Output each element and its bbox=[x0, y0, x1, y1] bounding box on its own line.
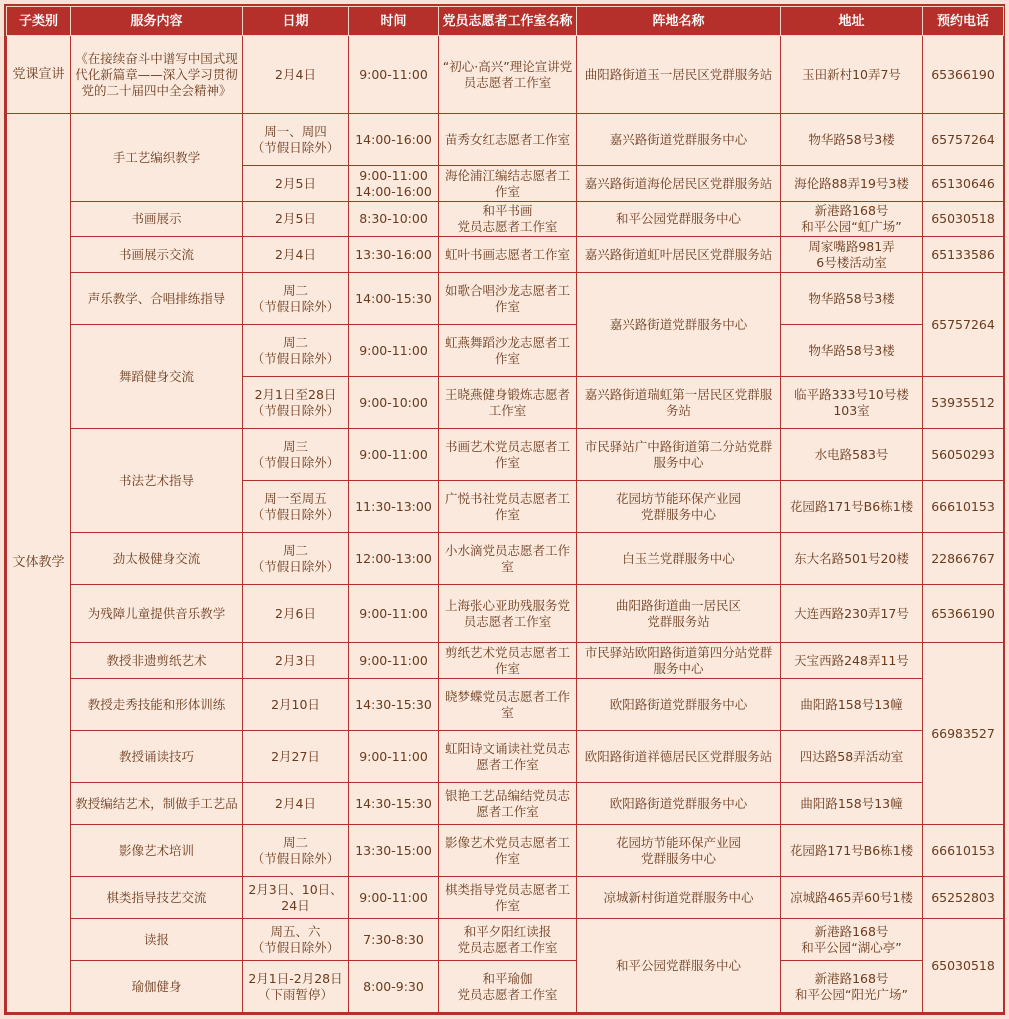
venue-cell: 曲阳路街道曲一居民区 党群服务站 bbox=[577, 585, 781, 643]
time-cell: 9:00-11:00 14:00-16:00 bbox=[349, 166, 439, 202]
service-content-cell: 为残障儿童提供音乐教学 bbox=[71, 585, 243, 643]
service-content-cell: 教授诵读技巧 bbox=[71, 731, 243, 783]
address-cell: 曲阳路158号13幢 bbox=[781, 679, 923, 731]
studio-cell: 和平瑜伽 党员志愿者工作室 bbox=[439, 961, 577, 1013]
date-cell: 周一至周五 （节假日除外） bbox=[243, 481, 349, 533]
studio-cell: 小水滴党员志愿者工作室 bbox=[439, 533, 577, 585]
service-content-cell: 棋类指导技艺交流 bbox=[71, 877, 243, 919]
time-cell: 9:00-11:00 bbox=[349, 877, 439, 919]
time-cell: 14:00-15:30 bbox=[349, 273, 439, 325]
venue-cell: 花园坊节能环保产业园 党群服务中心 bbox=[577, 481, 781, 533]
venue-cell: 嘉兴路街道虹叶居民区党群服务站 bbox=[577, 237, 781, 273]
phone-cell: 65130646 bbox=[923, 166, 1004, 202]
venue-cell: 市民驿站欧阳路街道第四分站党群服务中心 bbox=[577, 643, 781, 679]
date-cell: 2月4日 bbox=[243, 36, 349, 114]
time-cell: 9:00-11:00 bbox=[349, 325, 439, 377]
studio-cell: 上海张心亚助残服务党员志愿者工作室 bbox=[439, 585, 577, 643]
date-cell: 2月27日 bbox=[243, 731, 349, 783]
address-cell: 凉城路465弄60号1楼 bbox=[781, 877, 923, 919]
time-cell: 9:00-11:00 bbox=[349, 429, 439, 481]
table-row bbox=[7, 731, 1004, 783]
venue-cell: 欧阳路街道祥德居民区党群服务站 bbox=[577, 731, 781, 783]
header-row bbox=[7, 7, 1004, 36]
address-cell: 花园路171号B6栋1楼 bbox=[781, 481, 923, 533]
studio-cell: 广悦书社党员志愿者工作室 bbox=[439, 481, 577, 533]
header-time: 时间 bbox=[349, 7, 439, 36]
venue-cell: 嘉兴路街道瑞虹第一居民区党群服务站 bbox=[577, 377, 781, 429]
service-content-cell: 影像艺术培训 bbox=[71, 825, 243, 877]
address-cell: 新港路168号 和平公园“阳光广场” bbox=[781, 961, 923, 1013]
address-cell: 大连西路230弄17号 bbox=[781, 585, 923, 643]
table-row bbox=[7, 919, 1004, 961]
venue-cell: 白玉兰党群服务中心 bbox=[577, 533, 781, 585]
date-cell: 周一、周四 （节假日除外） bbox=[243, 114, 349, 166]
table-row bbox=[7, 114, 1004, 166]
studio-cell: 王晓燕健身锻炼志愿者工作室 bbox=[439, 377, 577, 429]
date-cell: 2月5日 bbox=[243, 202, 349, 237]
date-cell: 2月3日 bbox=[243, 643, 349, 679]
address-cell: 曲阳路158号13幢 bbox=[781, 783, 923, 825]
venue-cell: 欧阳路街道党群服务中心 bbox=[577, 783, 781, 825]
studio-cell: 影像艺术党员志愿者工作室 bbox=[439, 825, 577, 877]
studio-cell: 银艳工艺品编结党员志愿者工作室 bbox=[439, 783, 577, 825]
address-cell: 水电路583号 bbox=[781, 429, 923, 481]
address-cell: 海伦路88弄19号3楼 bbox=[781, 166, 923, 202]
address-cell: 物华路58号3楼 bbox=[781, 114, 923, 166]
phone-cell: 65030518 bbox=[923, 202, 1004, 237]
date-cell: 周三 （节假日除外） bbox=[243, 429, 349, 481]
service-content-cell: 劲太极健身交流 bbox=[71, 533, 243, 585]
venue-cell: 嘉兴路街道党群服务中心 bbox=[577, 114, 781, 166]
table-row bbox=[7, 325, 1004, 377]
time-cell: 7:30-8:30 bbox=[349, 919, 439, 961]
date-cell: 2月1日-2月28日 （下雨暂停） bbox=[243, 961, 349, 1013]
table-row bbox=[7, 825, 1004, 877]
date-cell: 周二 （节假日除外） bbox=[243, 825, 349, 877]
table-row bbox=[7, 237, 1004, 273]
date-cell: 周二 （节假日除外） bbox=[243, 273, 349, 325]
date-cell: 2月4日 bbox=[243, 783, 349, 825]
phone-cell: 65757264 bbox=[923, 114, 1004, 166]
venue-cell: 欧阳路街道党群服务中心 bbox=[577, 679, 781, 731]
service-content-cell: 教授编结艺术，制做手工艺品 bbox=[71, 783, 243, 825]
studio-cell: 苗秀女红志愿者工作室 bbox=[439, 114, 577, 166]
address-cell: 东大名路501号20楼 bbox=[781, 533, 923, 585]
header-service-content: 服务内容 bbox=[71, 7, 243, 36]
time-cell: 8:00-9:30 bbox=[349, 961, 439, 1013]
venue-cell: 市民驿站广中路街道第二分站党群服务中心 bbox=[577, 429, 781, 481]
venue-cell: 和平公园党群服务中心 bbox=[577, 919, 781, 1013]
date-cell: 周二 （节假日除外） bbox=[243, 533, 349, 585]
time-cell: 14:30-15:30 bbox=[349, 783, 439, 825]
phone-cell: 56050293 bbox=[923, 429, 1004, 481]
address-cell: 天宝西路248弄11号 bbox=[781, 643, 923, 679]
address-cell: 物华路58号3楼 bbox=[781, 273, 923, 325]
service-content-cell: 书画展示 bbox=[71, 202, 243, 237]
service-content-cell: 瑜伽健身 bbox=[71, 961, 243, 1013]
subcategory-cell: 党课宣讲 bbox=[7, 36, 71, 114]
header-venue-name: 阵地名称 bbox=[577, 7, 781, 36]
service-content-cell: 教授非遗剪纸艺术 bbox=[71, 643, 243, 679]
venue-cell: 凉城新村街道党群服务中心 bbox=[577, 877, 781, 919]
time-cell: 11:30-13:00 bbox=[349, 481, 439, 533]
time-cell: 9:00-11:00 bbox=[349, 643, 439, 679]
address-cell: 物华路58号3楼 bbox=[781, 325, 923, 377]
venue-cell: 嘉兴路街道海伦居民区党群服务站 bbox=[577, 166, 781, 202]
header-studio-name: 党员志愿者工作室名称 bbox=[439, 7, 577, 36]
time-cell: 14:00-16:00 bbox=[349, 114, 439, 166]
table-row bbox=[7, 877, 1004, 919]
service-content-cell: 书法艺术指导 bbox=[71, 429, 243, 533]
studio-cell: 书画艺术党员志愿者工作室 bbox=[439, 429, 577, 481]
studio-cell: 和平夕阳红读报 党员志愿者工作室 bbox=[439, 919, 577, 961]
studio-cell: “初心·高兴”理论宣讲党员志愿者工作室 bbox=[439, 36, 577, 114]
address-cell: 周家嘴路981弄 6号楼活动室 bbox=[781, 237, 923, 273]
date-cell: 周五、六 （节假日除外） bbox=[243, 919, 349, 961]
studio-cell: 棋类指导党员志愿者工作室 bbox=[439, 877, 577, 919]
phone-cell: 65366190 bbox=[923, 36, 1004, 114]
phone-cell: 65252803 bbox=[923, 877, 1004, 919]
header-date: 日期 bbox=[243, 7, 349, 36]
address-cell: 花园路171号B6栋1楼 bbox=[781, 825, 923, 877]
venue-cell: 和平公园党群服务中心 bbox=[577, 202, 781, 237]
time-cell: 9:00-11:00 bbox=[349, 731, 439, 783]
time-cell: 9:00-11:00 bbox=[349, 585, 439, 643]
schedule-table-frame bbox=[4, 4, 1005, 1015]
address-cell: 四达路58弄活动室 bbox=[781, 731, 923, 783]
phone-cell: 65133586 bbox=[923, 237, 1004, 273]
time-cell: 8:30-10:00 bbox=[349, 202, 439, 237]
address-cell: 新港路168号 和平公园“虹广场” bbox=[781, 202, 923, 237]
phone-cell: 65757264 bbox=[923, 273, 1004, 377]
service-content-cell: 书画展示交流 bbox=[71, 237, 243, 273]
date-cell: 2月4日 bbox=[243, 237, 349, 273]
table-row bbox=[7, 36, 1004, 114]
service-content-cell: 舞蹈健身交流 bbox=[71, 325, 243, 429]
phone-cell: 66610153 bbox=[923, 825, 1004, 877]
table-row bbox=[7, 273, 1004, 325]
subcategory-cell: 文体教学 bbox=[7, 114, 71, 1013]
date-cell: 2月6日 bbox=[243, 585, 349, 643]
header-subcategory: 子类别 bbox=[7, 7, 71, 36]
service-content-cell: 声乐教学、合唱排练指导 bbox=[71, 273, 243, 325]
venue-cell: 嘉兴路街道党群服务中心 bbox=[577, 273, 781, 377]
time-cell: 14:30-15:30 bbox=[349, 679, 439, 731]
studio-cell: 虹燕舞蹈沙龙志愿者工作室 bbox=[439, 325, 577, 377]
table-row bbox=[7, 783, 1004, 825]
date-cell: 2月5日 bbox=[243, 166, 349, 202]
phone-cell: 65030518 bbox=[923, 919, 1004, 1013]
studio-cell: 晓梦蝶党员志愿者工作室 bbox=[439, 679, 577, 731]
table-row bbox=[7, 643, 1004, 679]
table-row bbox=[7, 679, 1004, 731]
address-cell: 临平路333号10号楼 103室 bbox=[781, 377, 923, 429]
table-row bbox=[7, 585, 1004, 643]
date-cell: 2月1日至28日 （节假日除外） bbox=[243, 377, 349, 429]
phone-cell: 53935512 bbox=[923, 377, 1004, 429]
table-row bbox=[7, 202, 1004, 237]
volunteer-service-table bbox=[6, 6, 1004, 1013]
service-content-cell: 教授走秀技能和形体训练 bbox=[71, 679, 243, 731]
time-cell: 9:00-11:00 bbox=[349, 36, 439, 114]
studio-cell: 如歌合唱沙龙志愿者工作室 bbox=[439, 273, 577, 325]
time-cell: 13:30-16:00 bbox=[349, 237, 439, 273]
header-phone: 预约电话 bbox=[923, 7, 1004, 36]
time-cell: 13:30-15:00 bbox=[349, 825, 439, 877]
studio-cell: 虹叶书画志愿者工作室 bbox=[439, 237, 577, 273]
date-cell: 周二 （节假日除外） bbox=[243, 325, 349, 377]
studio-cell: 虹阳诗文诵读社党员志愿者工作室 bbox=[439, 731, 577, 783]
venue-cell: 曲阳路街道玉一居民区党群服务站 bbox=[577, 36, 781, 114]
phone-cell: 66983527 bbox=[923, 643, 1004, 825]
phone-cell: 66610153 bbox=[923, 481, 1004, 533]
studio-cell: 海伦浦江编结志愿者工作室 bbox=[439, 166, 577, 202]
service-content-cell: 读报 bbox=[71, 919, 243, 961]
phone-cell: 65366190 bbox=[923, 585, 1004, 643]
table-row bbox=[7, 961, 1004, 1013]
studio-cell: 和平书画 党员志愿者工作室 bbox=[439, 202, 577, 237]
address-cell: 新港路168号 和平公园“湖心亭” bbox=[781, 919, 923, 961]
venue-cell: 花园坊节能环保产业园 党群服务中心 bbox=[577, 825, 781, 877]
service-content-cell: 《在接续奋斗中谱写中国式现代化新篇章——深入学习贯彻党的二十届四中全会精神》 bbox=[71, 36, 243, 114]
studio-cell: 剪纸艺术党员志愿者工作室 bbox=[439, 643, 577, 679]
service-content-cell: 手工艺编织教学 bbox=[71, 114, 243, 202]
time-cell: 12:00-13:00 bbox=[349, 533, 439, 585]
date-cell: 2月3日、10日、 24日 bbox=[243, 877, 349, 919]
phone-cell: 22866767 bbox=[923, 533, 1004, 585]
table-row bbox=[7, 429, 1004, 481]
time-cell: 9:00-10:00 bbox=[349, 377, 439, 429]
address-cell: 玉田新村10弄7号 bbox=[781, 36, 923, 114]
date-cell: 2月10日 bbox=[243, 679, 349, 731]
table-row bbox=[7, 533, 1004, 585]
header-address: 地址 bbox=[781, 7, 923, 36]
